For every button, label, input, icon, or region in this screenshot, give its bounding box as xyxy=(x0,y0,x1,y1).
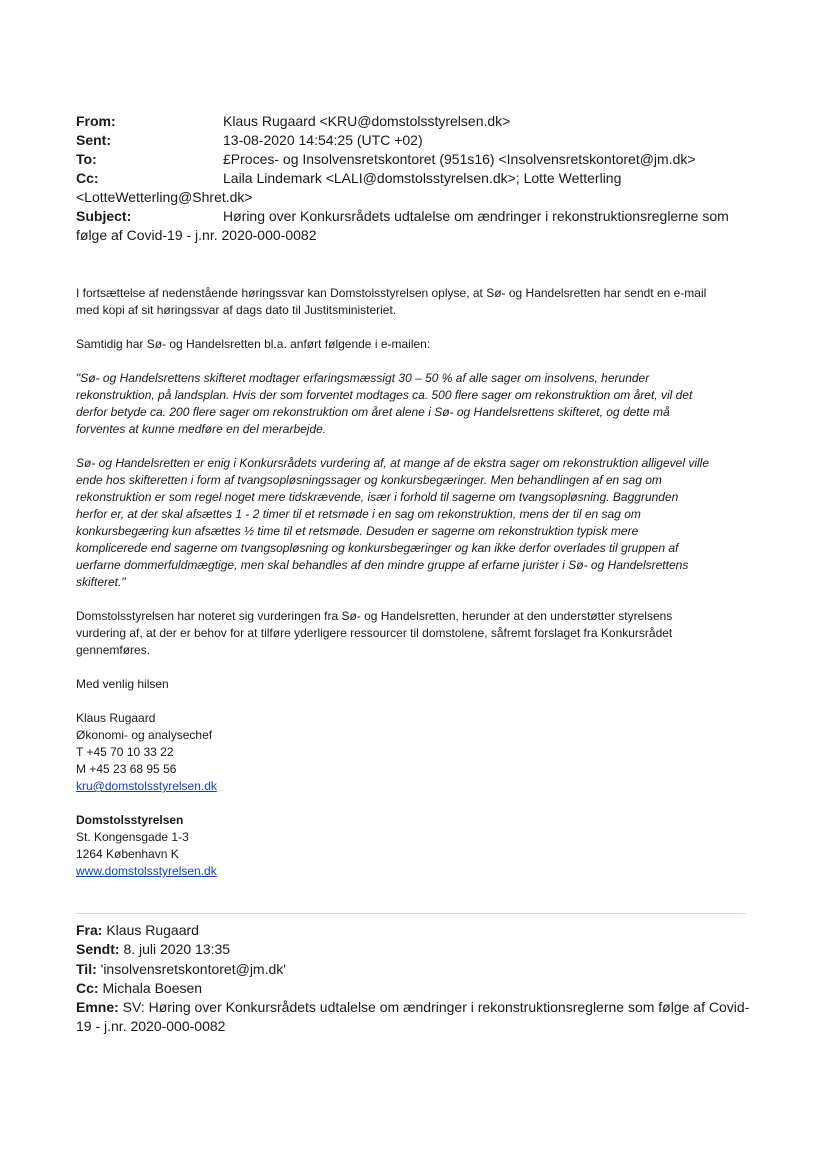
subject-value-continued: følge af Covid-19 - j.nr. 2020-000-0082 xyxy=(76,227,317,243)
signature-street: St. Kongensgade 1-3 xyxy=(76,830,189,844)
to-value: £Proces- og Insolvensretskontoret (951s16) <Insolvensretskontoret@jm.dk> xyxy=(223,151,696,167)
sent-value: 13-08-2020 14:54:25 (UTC +02) xyxy=(223,132,423,148)
signature-org: Domstolsstyrelsen xyxy=(76,813,184,827)
cc-row xyxy=(76,169,766,188)
paragraph-conclusion: Domstolsstyrelsen har noteret sig vurderingen fra Sø- og Handelsretten, herunder at den understøtter styrelsens vurdering af, at der er behov for at tilføre yderligere ressourcer til domstolene, såfremt forslaget fra Konkursrådet gennemføres. xyxy=(76,609,673,657)
signature-city: 1264 København K xyxy=(76,847,179,861)
fwd-to-row: Til: 'insolvensretskontoret@jm.dk' xyxy=(76,960,286,977)
cc-value: Laila Lindemark <LALI@domstolsstyrelsen.dk>; Lotte Wetterling xyxy=(223,170,622,186)
signature-email-link[interactable]: kru@domstolsstyrelsen.dk xyxy=(76,779,217,793)
sent-label: Sent: xyxy=(76,132,111,148)
sent-row xyxy=(76,131,766,150)
signature-mobile: M +45 23 68 95 56 xyxy=(76,762,177,776)
to-row xyxy=(76,150,766,169)
signature-block xyxy=(76,710,756,880)
subject-label: Subject: xyxy=(76,208,132,224)
fwd-sent-row: Sendt: 8. juli 2020 13:35 xyxy=(76,941,231,958)
email-body xyxy=(76,285,756,880)
cc-value-continued: <LotteWetterling@Shret.dk> xyxy=(76,189,253,205)
cc-label: Cc: xyxy=(76,170,99,186)
quote-paragraph-1: "Sø- og Handelsrettens skifteret modtager erfaringsmæssigt 30 – 50 % af alle sager om insolvens, herunder rekonstruktion, på landsplan. Hvis der som forventet modtages ca. 500 flere sager om rekonstruktion om året, vil det derfor betyde ca. 200 flere sager om rekonstruktion om året alene i Sø- og Handelsrettens skifteret, og dette må forventes at kunne medføre en del merarbejde. xyxy=(76,371,693,436)
paragraph-samtidig: Samtidig har Sø- og Handelsretten bl.a. anført følgende i e-mailen: xyxy=(76,337,431,351)
greeting: Med venlig hilsen xyxy=(76,677,169,691)
quote-paragraph-2: Sø- og Handelsretten er enig i Konkursrådets vurdering af, at mange af de ekstra sager om rekonstruktion alligevel ville ende hos skifteretten i form af tvangsopløsningssager og konkursbegæringer. Men behandlingen af en sag om rekonstruktion er som regel noget mere tidskrævende, især i forhold til sagerne om tvangsopløsning. Baggrunden herfor er, at der skal afsættes 1 - 2 timer til et retsmøde i en sag om rekonstruktion, mens der til en sag om konkursbegæring kun afsættes ½ time til et retsmøde. Desuden er sagerne om rekonstruktion typisk mere komplicerede end sagerne om tvangsopløsning og konkursbegæringer og kan ikke derfor overlades til gruppen af uerfarne dommerfuldmægtige, men skal behandles af den mindre gruppe af erfarne jurister i Sø- og Handelsrettens skifteret." xyxy=(76,456,709,589)
signature-phone: T +45 70 10 33 22 xyxy=(76,745,174,759)
email-header xyxy=(76,112,766,245)
to-label: To: xyxy=(76,151,97,167)
from-value: Klaus Rugaard <KRU@domstolsstyrelsen.dk> xyxy=(223,113,511,129)
from-row xyxy=(76,112,766,131)
forwarded-header xyxy=(76,921,756,1037)
signature-web-link[interactable]: www.domstolsstyrelsen.dk xyxy=(76,864,217,878)
paragraph-intro: I fortsættelse af nedenstående høringssvar kan Domstolsstyrelsen oplyse, at Sø- og Handelsretten har sendt en e-mail med kopi af sit høringssvar af dags dato til Justitsministeriet. xyxy=(76,286,707,317)
fwd-cc-row: Cc: Michala Boesen xyxy=(76,979,203,996)
signature-name: Klaus Rugaard xyxy=(76,711,156,725)
fwd-subject-continued: 19 - j.nr. 2020-000-0082 xyxy=(76,1018,226,1035)
forward-divider xyxy=(76,913,746,914)
fwd-from-row: Fra: Klaus Rugaard xyxy=(76,922,199,938)
subject-row xyxy=(76,207,766,226)
signature-title: Økonomi- og analysechef xyxy=(76,728,213,742)
fwd-subject-row: Emne: SV: Høring over Konkursrådets udtalelse om ændringer i rekonstruktionsreglerne som følge af Covid- xyxy=(76,999,750,1016)
from-label: From: xyxy=(76,113,116,129)
subject-value: Høring over Konkursrådets udtalelse om ændringer i rekonstruktionsreglerne som xyxy=(223,208,729,224)
